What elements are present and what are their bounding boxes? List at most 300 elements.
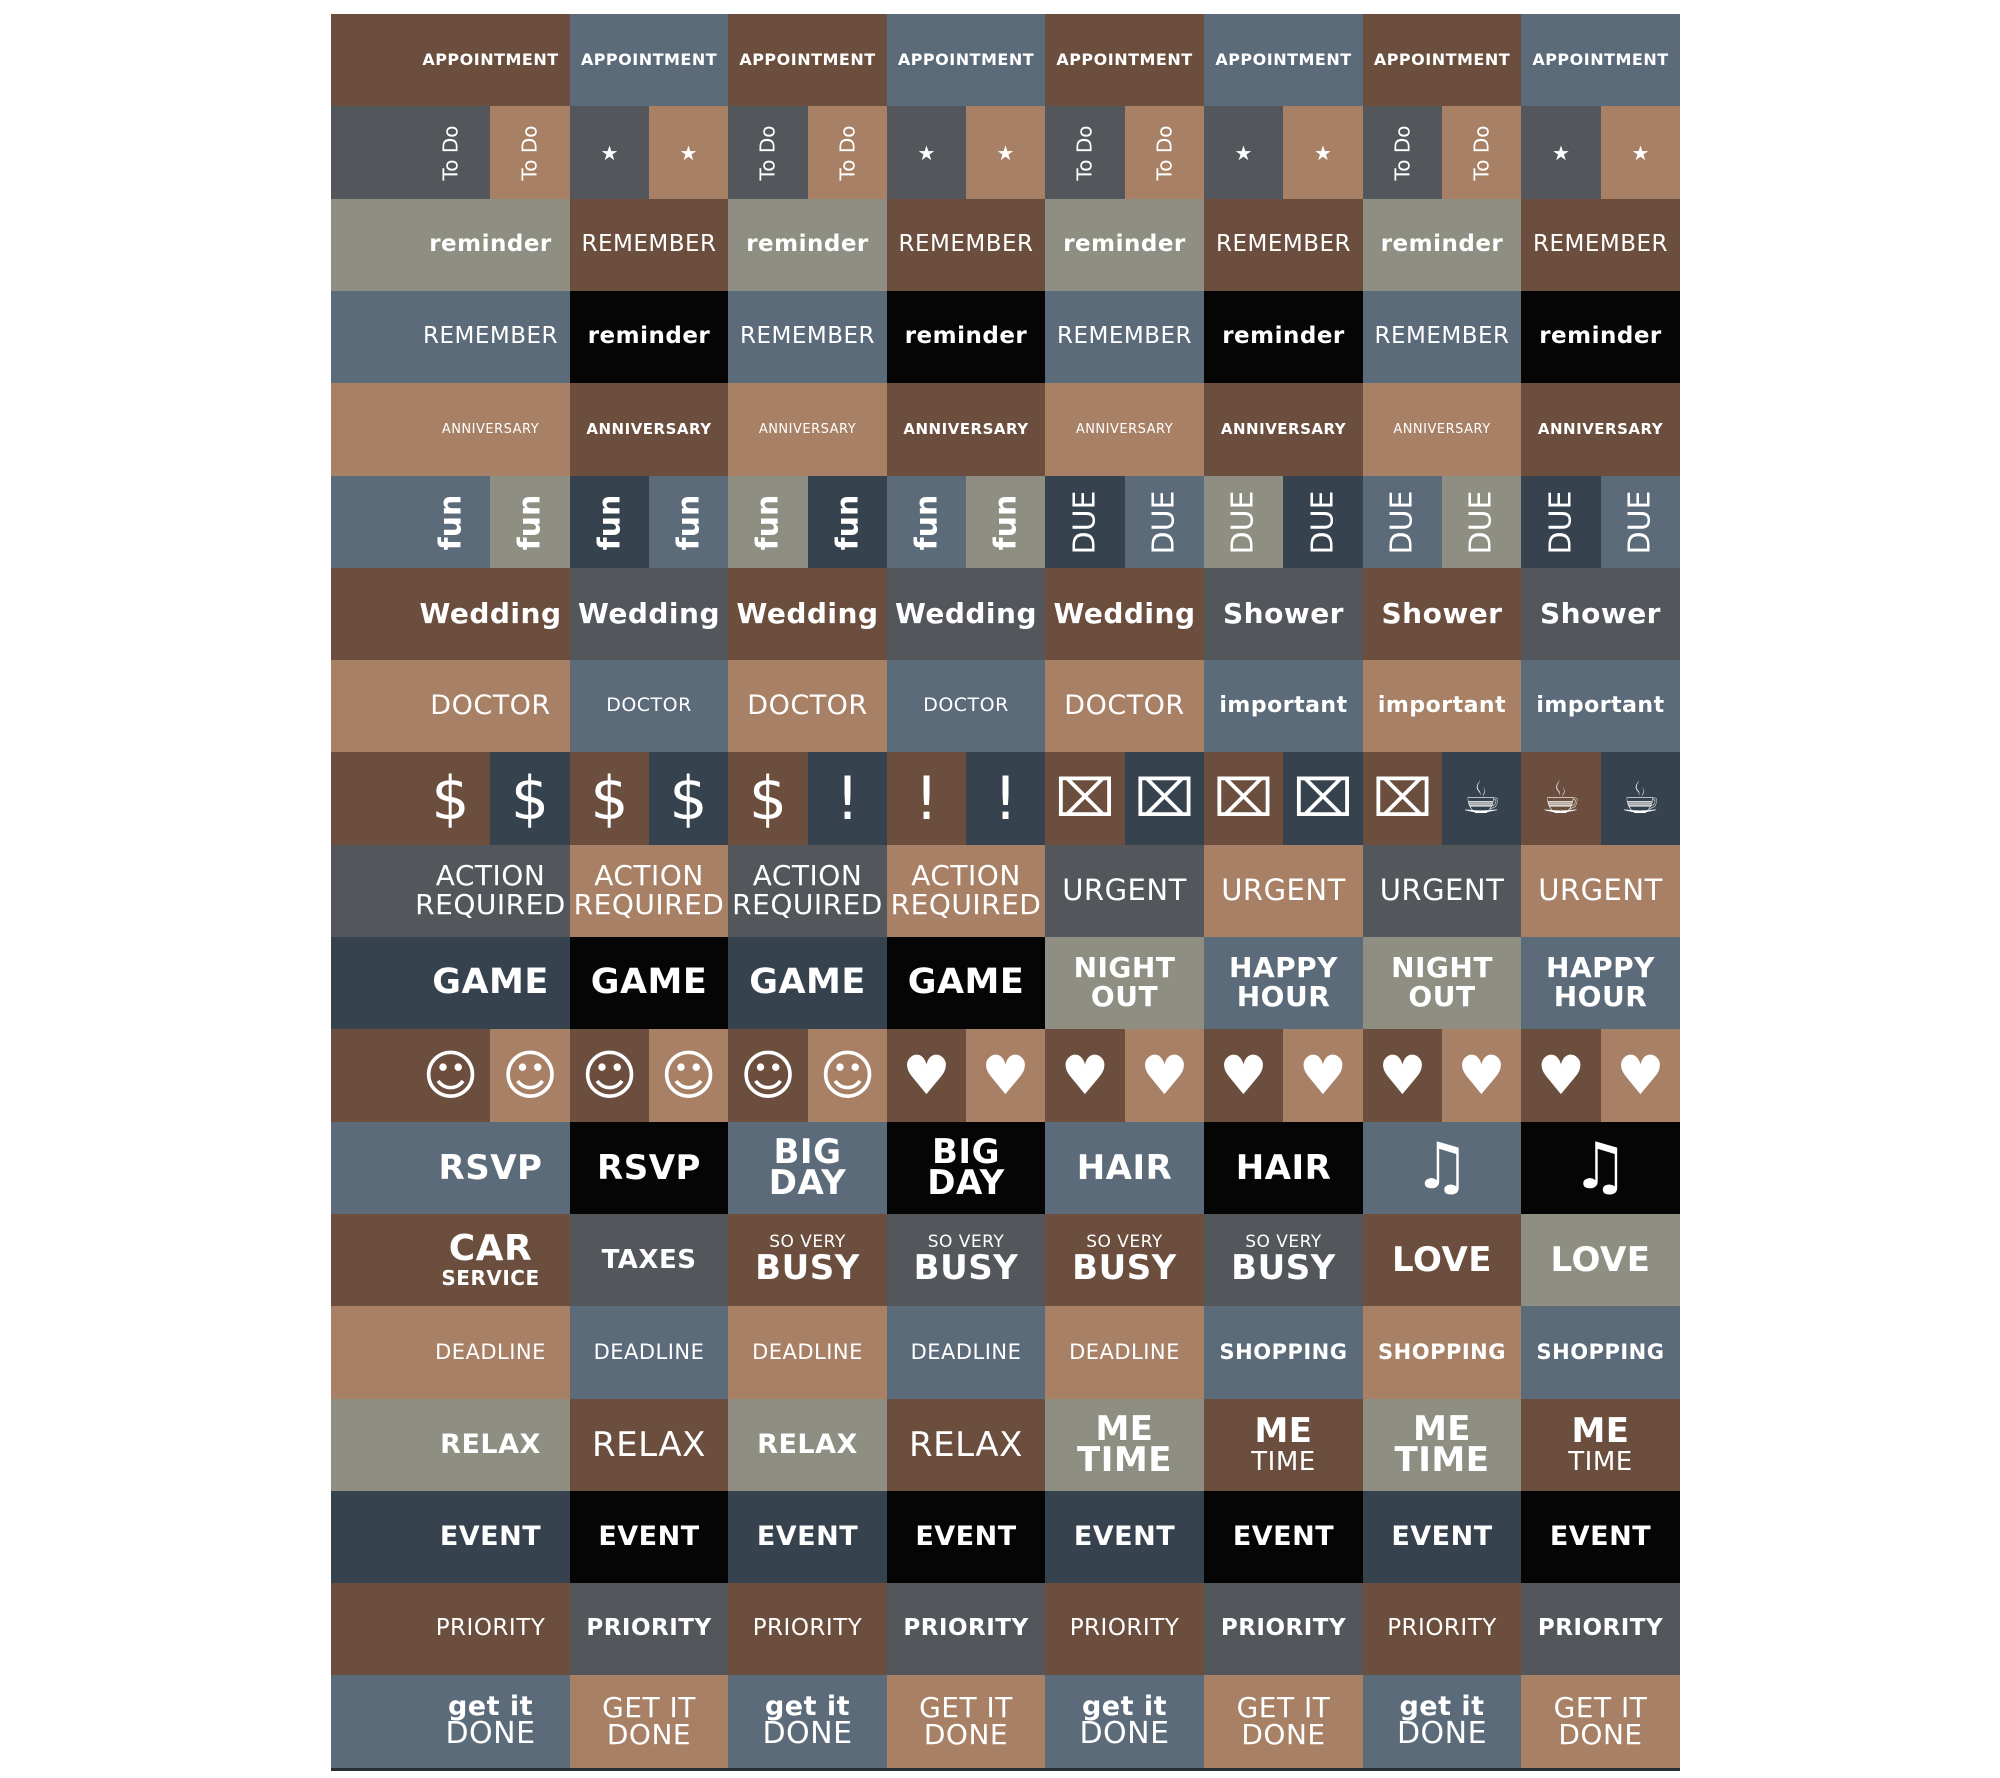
sticker-label: BUSY	[755, 1248, 860, 1289]
sticker	[1204, 1122, 1363, 1214]
sticker-label: GET IT	[919, 1690, 1013, 1724]
sticker-label: DOCTOR	[747, 690, 868, 722]
sticker	[570, 1583, 728, 1675]
smiley-face-icon: ☺	[819, 1044, 876, 1107]
half-sticker	[728, 106, 808, 199]
sheet-edge-strip	[331, 1491, 411, 1583]
half-sticker	[411, 476, 490, 568]
sticker	[411, 845, 570, 937]
sticker	[570, 568, 728, 660]
sticker	[411, 199, 570, 291]
dollar-icon: $	[510, 763, 550, 834]
dollar-icon: $	[590, 763, 629, 834]
heart-icon: ♥	[1457, 1044, 1506, 1107]
half-sticker	[808, 752, 887, 845]
sticker	[411, 1399, 570, 1491]
coffee-cup-icon: ☕	[1541, 773, 1581, 824]
sticker-label: NIGHT	[1073, 951, 1176, 985]
sticker	[887, 845, 1045, 937]
sheet-edge-strip	[331, 14, 411, 106]
sticker-label: DONE	[762, 1716, 853, 1752]
sticker-label: reminder	[587, 323, 711, 350]
sticker-label: TIME	[1077, 1440, 1172, 1480]
star-icon: ★	[600, 140, 619, 165]
sticker-label: Wedding	[577, 596, 721, 630]
sticker	[1363, 1675, 1521, 1768]
sticker	[1521, 568, 1680, 660]
half-sticker	[966, 476, 1045, 568]
half-sticker	[1045, 752, 1125, 845]
sticker-label: fun	[671, 494, 706, 550]
heart-icon: ♥	[1616, 1044, 1665, 1107]
sticker-label: reminder	[904, 323, 1028, 350]
sticker-label: REMEMBER	[422, 323, 559, 350]
exclamation-icon: !	[835, 763, 860, 834]
half-sticker	[1125, 476, 1204, 568]
half-sticker	[1442, 1029, 1521, 1122]
sticker	[887, 291, 1045, 383]
sticker-label: URGENT	[1221, 873, 1346, 908]
sticker-label: APPOINTMENT	[580, 49, 718, 69]
sticker-label: get it	[1081, 1691, 1168, 1723]
sticker	[1045, 1306, 1204, 1399]
sticker-label: EVENT	[598, 1521, 700, 1553]
sheet-edge-strip	[331, 1029, 411, 1122]
sticker	[1204, 1583, 1363, 1675]
sticker	[1363, 1583, 1521, 1675]
sticker-label: ANNIVERSARY	[441, 421, 540, 437]
sticker	[728, 937, 887, 1029]
sticker	[1363, 845, 1521, 937]
half-sticker	[570, 476, 649, 568]
sticker-label: OUT	[1090, 980, 1159, 1013]
sticker	[728, 199, 887, 291]
dollar-icon: $	[431, 763, 470, 834]
sticker	[728, 1491, 887, 1583]
sticker-label: REQUIRED	[415, 888, 566, 921]
coffee-cup-icon: ☕	[1620, 773, 1661, 824]
sticker-label: ANNIVERSARY	[758, 421, 857, 437]
sticker-label: EVENT	[1549, 1521, 1652, 1553]
sticker-label: TIME	[1251, 1447, 1316, 1478]
sticker-label: Shower	[1222, 596, 1344, 630]
sticker-label: EVENT	[1232, 1521, 1335, 1553]
sticker	[570, 1122, 728, 1214]
sticker-label: RELAX	[909, 1424, 1023, 1465]
sticker-label: HOUR	[1553, 980, 1648, 1013]
half-sticker	[411, 752, 490, 845]
sticker	[570, 660, 728, 752]
sticker-label: SHOPPING	[1378, 1339, 1506, 1364]
sticker	[570, 199, 728, 291]
half-sticker	[1045, 476, 1125, 568]
sticker	[1045, 1491, 1204, 1583]
sticker	[1204, 845, 1363, 937]
sticker-label: DUE	[1225, 489, 1261, 555]
star-icon: ★	[679, 140, 698, 165]
sticker-label: ANNIVERSARY	[1393, 421, 1491, 437]
sticker	[728, 1675, 887, 1768]
half-sticker	[1601, 476, 1680, 568]
star-icon: ★	[1314, 140, 1332, 165]
sticker	[1204, 568, 1363, 660]
sticker-label: TIME	[1568, 1447, 1633, 1478]
sticker	[1521, 1306, 1680, 1399]
sticker-label: To Do	[438, 124, 463, 181]
sticker	[1045, 1399, 1204, 1491]
sticker-label: DONE	[1079, 1716, 1170, 1752]
sticker	[1045, 845, 1204, 937]
sheet-edge-strip	[331, 1675, 411, 1768]
sticker	[1204, 383, 1363, 476]
sticker-label: ACTION	[435, 859, 546, 893]
sticker-label: fun	[592, 494, 627, 550]
sticker-label: get it	[1399, 1691, 1485, 1723]
sticker	[1045, 568, 1204, 660]
half-sticker	[1363, 1029, 1442, 1122]
sticker-label: REMEMBER	[1215, 231, 1352, 258]
envelope-icon: ⌧	[1213, 768, 1274, 829]
sticker	[728, 1122, 887, 1214]
sticker	[1045, 383, 1204, 476]
sticker-label: BIG	[932, 1132, 1000, 1173]
sticker	[1204, 1675, 1363, 1768]
sticker	[887, 199, 1045, 291]
sticker-label: fun	[909, 494, 944, 550]
sticker	[887, 1399, 1045, 1491]
sticker	[411, 1122, 570, 1214]
sticker-label: EVENT	[439, 1521, 542, 1553]
sticker-label: To Do	[1152, 124, 1177, 181]
sheet-edge-strip	[331, 199, 411, 291]
sticker	[1521, 937, 1680, 1029]
sticker-label: EVENT	[915, 1521, 1017, 1553]
sticker-label: To Do	[1390, 124, 1415, 181]
sticker	[1045, 291, 1204, 383]
sticker-label: RSVP	[438, 1147, 543, 1188]
half-sticker	[808, 106, 887, 199]
sheet-edge-strip	[331, 1399, 411, 1491]
star-icon: ★	[917, 140, 936, 165]
sticker	[1521, 291, 1680, 383]
sticker-label: RELAX	[757, 1429, 858, 1461]
sticker	[1521, 383, 1680, 476]
sticker-label: fun	[512, 494, 548, 550]
half-sticker	[490, 1029, 570, 1122]
sticker	[1204, 937, 1363, 1029]
sticker-label: Shower	[1381, 596, 1503, 630]
sticker	[1045, 660, 1204, 752]
half-sticker	[649, 1029, 728, 1122]
half-sticker	[1521, 1029, 1601, 1122]
sticker	[411, 1214, 570, 1306]
half-sticker	[728, 476, 808, 568]
sticker-label: To Do	[835, 124, 860, 181]
sticker	[728, 845, 887, 937]
star-icon: ★	[1552, 140, 1570, 165]
sticker-label: fun	[988, 494, 1023, 550]
exclamation-icon: !	[993, 763, 1018, 834]
sticker-label: SO VERY	[1086, 1232, 1163, 1252]
sticker	[570, 1306, 728, 1399]
sticker-label: REMEMBER	[1532, 231, 1669, 258]
sticker-label: ACTION	[752, 859, 863, 893]
envelope-icon: ⌧	[1293, 768, 1353, 829]
sticker-label: REQUIRED	[732, 888, 883, 921]
envelope-icon: ⌧	[1372, 768, 1433, 829]
half-sticker	[728, 1029, 808, 1122]
half-sticker	[1283, 106, 1363, 199]
sticker-label: ANNIVERSARY	[586, 419, 712, 438]
sticker	[1363, 568, 1521, 660]
star-icon: ★	[1631, 140, 1650, 165]
half-sticker	[887, 106, 966, 199]
sticker-label: PRIORITY	[586, 1615, 712, 1642]
sticker	[1204, 291, 1363, 383]
sticker	[570, 1399, 728, 1491]
sticker-label: reminder	[429, 231, 552, 258]
envelope-icon: ⌧	[1134, 768, 1195, 829]
sticker-label: HAIR	[1076, 1147, 1173, 1188]
sticker	[1521, 1214, 1680, 1306]
sticker	[887, 937, 1045, 1029]
sticker-label: ME	[1412, 1409, 1472, 1450]
sticker-label: DONE	[1396, 1716, 1488, 1752]
sheet-edge-strip	[331, 106, 411, 199]
smiley-face-icon: ☺	[581, 1044, 638, 1107]
sticker	[570, 1675, 728, 1768]
sticker	[570, 14, 728, 106]
sheet-edge-strip	[331, 1306, 411, 1399]
sticker-label: TAXES	[601, 1244, 697, 1275]
sticker	[411, 1306, 570, 1399]
sticker-label: BIG	[773, 1132, 842, 1173]
sticker-label: ACTION	[911, 859, 1021, 893]
sticker-label: To Do	[1469, 124, 1494, 181]
sticker	[570, 1214, 728, 1306]
sheet-edge-strip	[331, 1214, 411, 1306]
sticker-label: DEADLINE	[910, 1339, 1022, 1364]
sticker	[1363, 1306, 1521, 1399]
sticker	[1363, 660, 1521, 752]
sticker	[1045, 1214, 1204, 1306]
half-sticker	[1283, 752, 1363, 845]
sticker-label: DONE	[445, 1716, 536, 1752]
sticker	[411, 1583, 570, 1675]
sticker-label: To Do	[518, 124, 542, 181]
half-sticker	[649, 752, 728, 845]
sticker	[1204, 1399, 1363, 1491]
sticker-label: DUE	[1622, 489, 1658, 555]
half-sticker	[1125, 106, 1204, 199]
star-icon: ★	[1234, 140, 1253, 165]
sticker	[411, 14, 570, 106]
sticker	[728, 1306, 887, 1399]
sticker	[1521, 14, 1680, 106]
sticker	[411, 568, 570, 660]
sticker-label: Wedding	[894, 596, 1038, 630]
half-sticker	[490, 476, 570, 568]
sticker	[1521, 1399, 1680, 1491]
sticker-label: DOCTOR	[606, 694, 692, 717]
smiley-face-icon: ☺	[422, 1044, 479, 1107]
sticker	[1363, 1214, 1521, 1306]
sticker-label: EVENT	[756, 1521, 859, 1553]
sticker	[411, 291, 570, 383]
half-sticker	[1442, 476, 1521, 568]
sticker-label: Wedding	[736, 596, 879, 630]
sticker	[728, 291, 887, 383]
sticker-label: EVENT	[1391, 1521, 1493, 1553]
sticker-label: APPOINTMENT	[1056, 49, 1193, 69]
sticker	[1521, 1491, 1680, 1583]
sheet-edge-strip	[331, 291, 411, 383]
sticker-label: Wedding	[1053, 596, 1196, 630]
sticker-label: ME	[1571, 1411, 1630, 1452]
sticker-label: REMEMBER	[1374, 323, 1510, 350]
sticker-label: SO VERY	[769, 1232, 846, 1252]
sticker-label: GET IT	[1236, 1690, 1331, 1724]
sticker	[1521, 660, 1680, 752]
smiley-face-icon: ☺	[501, 1044, 559, 1107]
sticker-label: reminder	[1539, 323, 1662, 350]
sticker-label: DEADLINE	[593, 1339, 705, 1364]
sticker	[1045, 1122, 1204, 1214]
sticker	[728, 660, 887, 752]
sticker-label: DEADLINE	[1069, 1339, 1180, 1364]
sticker-label: DONE	[1558, 1717, 1643, 1751]
half-sticker	[1204, 106, 1283, 199]
half-sticker	[1363, 106, 1442, 199]
sticker-label: NIGHT	[1391, 951, 1493, 985]
sticker	[411, 1491, 570, 1583]
half-sticker	[649, 476, 728, 568]
sticker-label: ANNIVERSARY	[1220, 419, 1347, 438]
half-sticker	[1601, 106, 1680, 199]
heart-icon: ♥	[1536, 1044, 1586, 1107]
sticker-label: GET IT	[1553, 1690, 1648, 1724]
sticker-label: ME	[1095, 1409, 1154, 1450]
sticker-label: fun	[750, 494, 786, 550]
dollar-icon: $	[669, 763, 708, 834]
sticker	[1521, 1122, 1680, 1214]
sticker-label: DONE	[923, 1717, 1009, 1751]
sticker-label: CAR	[448, 1228, 533, 1270]
sticker-label: DAY	[927, 1163, 1005, 1203]
sticker-label: DAY	[768, 1163, 847, 1203]
sticker-label: PRIORITY	[1069, 1615, 1180, 1642]
sticker-label: REMEMBER	[581, 231, 717, 258]
sticker	[1521, 199, 1680, 291]
sticker-label: PRIORITY	[752, 1615, 863, 1642]
sticker	[570, 845, 728, 937]
half-sticker	[1204, 1029, 1283, 1122]
sheet-edge-strip	[331, 937, 411, 1029]
half-sticker	[1363, 752, 1442, 845]
sticker-label: reminder	[746, 231, 869, 258]
sheet-edge-strip	[331, 845, 411, 937]
sticker	[411, 660, 570, 752]
sticker	[1363, 937, 1521, 1029]
coffee-cup-icon: ☕	[1461, 773, 1502, 824]
sticker-label: important	[1219, 692, 1348, 718]
half-sticker	[808, 476, 887, 568]
sticker-label: BUSY	[1072, 1248, 1177, 1289]
sticker	[1204, 1214, 1363, 1306]
sticker	[1204, 1491, 1363, 1583]
sticker-label: ME	[1254, 1411, 1313, 1452]
sticker-label: RELAX	[440, 1429, 541, 1461]
sticker	[887, 1491, 1045, 1583]
half-sticker	[966, 752, 1045, 845]
sticker-label: DUE	[1146, 489, 1182, 555]
sticker-label: reminder	[1380, 231, 1504, 258]
half-sticker	[1045, 1029, 1125, 1122]
half-sticker	[887, 1029, 966, 1122]
sticker-label: HAPPY	[1546, 951, 1655, 985]
sticker	[1521, 1583, 1680, 1675]
half-sticker	[570, 106, 649, 199]
sticker	[1521, 1675, 1680, 1768]
heart-icon: ♥	[902, 1044, 951, 1107]
half-sticker	[411, 1029, 490, 1122]
sticker-label: DUE	[1067, 489, 1103, 555]
half-sticker	[1283, 1029, 1363, 1122]
sticker-label: SHOPPING	[1536, 1339, 1665, 1364]
sticker	[887, 1214, 1045, 1306]
sticker-label: ANNIVERSARY	[1537, 419, 1664, 438]
sticker-label: important	[1377, 692, 1507, 718]
half-sticker	[1283, 476, 1363, 568]
envelope-icon: ⌧	[1055, 768, 1115, 829]
sheet-edge-strip	[331, 383, 411, 476]
sticker	[887, 1306, 1045, 1399]
half-sticker	[1521, 476, 1601, 568]
sticker-label: OUT	[1408, 980, 1476, 1013]
heart-icon: ♥	[1140, 1044, 1189, 1107]
sticker-label: SHOPPING	[1219, 1339, 1348, 1364]
sticker	[1521, 845, 1680, 937]
half-sticker	[570, 1029, 649, 1122]
sticker	[1363, 1399, 1521, 1491]
half-sticker	[1204, 752, 1283, 845]
sticker-sheet	[331, 14, 1680, 1771]
sticker-label: SO VERY	[927, 1232, 1005, 1252]
half-sticker	[1521, 106, 1601, 199]
sticker-label: DONE	[606, 1717, 692, 1751]
sheet-edge-strip	[331, 752, 411, 845]
music-note-icon: ♫	[1571, 1130, 1630, 1205]
sticker	[728, 383, 887, 476]
sticker-label: DUE	[1384, 489, 1420, 555]
sticker-label: get it	[447, 1691, 534, 1723]
half-sticker	[490, 106, 570, 199]
sticker	[1045, 1675, 1204, 1768]
sheet-edge-strip	[331, 476, 411, 568]
sticker	[1204, 14, 1363, 106]
half-sticker	[1125, 1029, 1204, 1122]
sticker-label: PRIORITY	[1220, 1615, 1347, 1642]
sticker-label: PRIORITY	[1387, 1615, 1497, 1642]
sheet-edge-strip	[331, 568, 411, 660]
sticker	[887, 1675, 1045, 1768]
sticker-label: REQUIRED	[890, 888, 1042, 921]
sticker	[728, 568, 887, 660]
half-sticker	[1363, 476, 1442, 568]
heart-icon: ♥	[1060, 1044, 1110, 1107]
sticker-label: GAME	[907, 962, 1025, 1003]
half-sticker	[649, 106, 728, 199]
